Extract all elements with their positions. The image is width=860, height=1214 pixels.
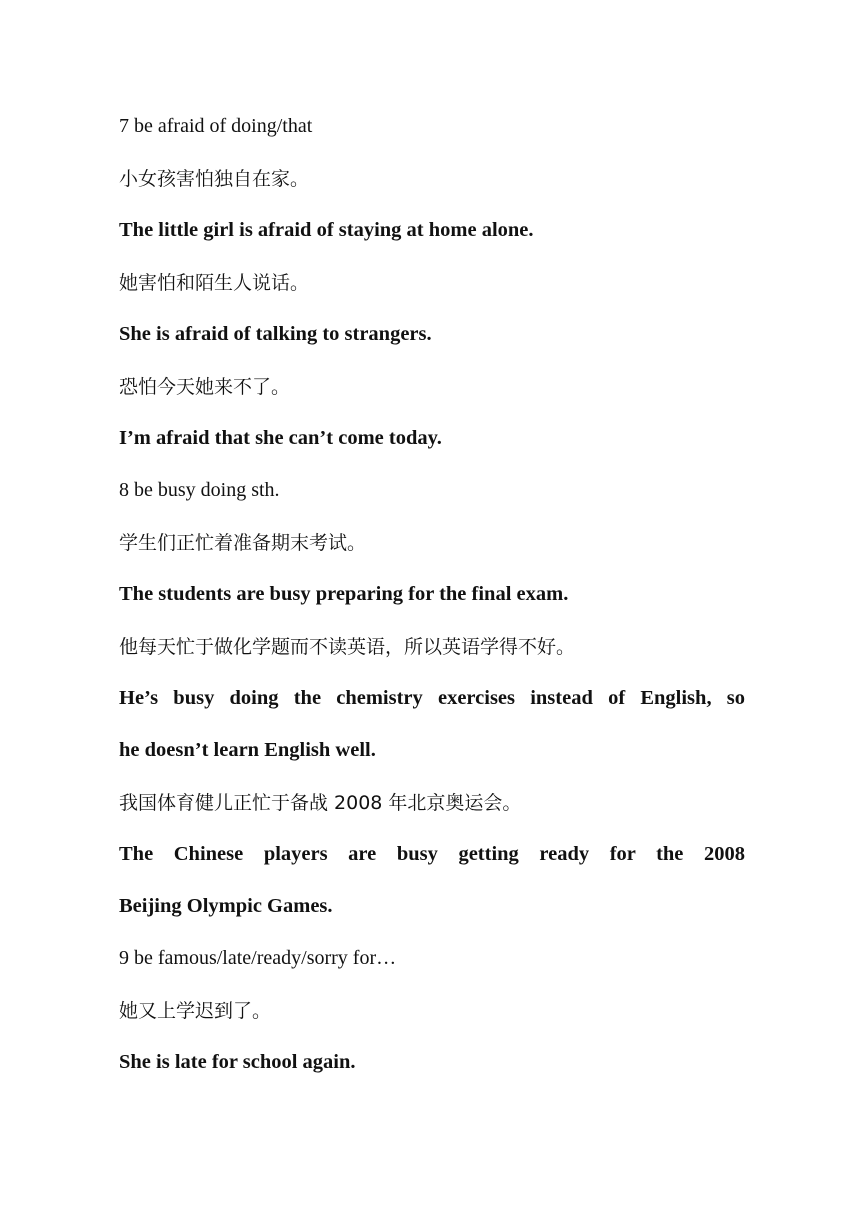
english-translation: The Chinese players are busy getting ready for the 2008 xyxy=(119,843,745,865)
phrase-heading-9: 9 be famous/late/ready/sorry for… xyxy=(119,947,397,969)
phrase-heading-7: 7 be afraid of doing/that xyxy=(119,115,313,137)
chinese-sentence: 小女孩害怕独自在家。 xyxy=(119,168,310,190)
chinese-sentence: 她又上学迟到了。 xyxy=(119,1000,272,1022)
chinese-sentence: 他每天忙于做化学题而不读英语，所以英语学得不好。 xyxy=(119,636,576,658)
english-translation: The students are busy preparing for the final exam. xyxy=(119,583,569,605)
chinese-sentence: 学生们正忙着准备期末考试。 xyxy=(119,532,367,554)
english-translation: I’m afraid that she can’t come today. xyxy=(119,427,442,449)
english-translation: She is late for school again. xyxy=(119,1051,356,1073)
phrase-heading-8: 8 be busy doing sth. xyxy=(119,479,280,501)
english-translation: She is afraid of talking to strangers. xyxy=(119,323,432,345)
chinese-sentence: 恐怕今天她来不了。 xyxy=(119,376,291,398)
english-translation-continued: Beijing Olympic Games. xyxy=(119,895,333,917)
chinese-sentence: 我国体育健儿正忙于备战 2008 年北京奥运会。 xyxy=(119,792,522,814)
english-translation-continued: he doesn’t learn English well. xyxy=(119,739,376,761)
english-translation: The little girl is afraid of staying at home alone. xyxy=(119,219,534,241)
chinese-sentence: 她害怕和陌生人说话。 xyxy=(119,272,310,294)
english-translation: He’s busy doing the chemistry exercises instead of English, so xyxy=(119,687,745,709)
